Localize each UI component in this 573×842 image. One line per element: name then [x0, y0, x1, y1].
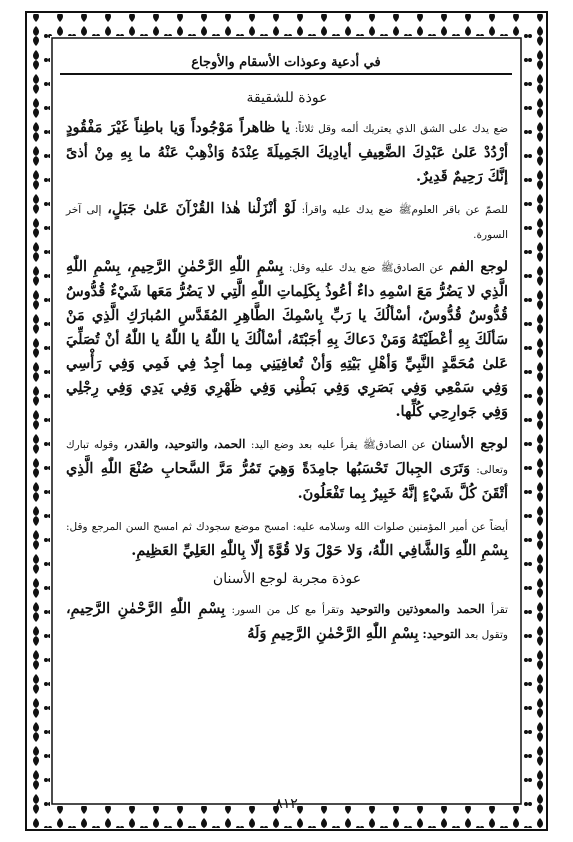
paragraph-deafness: [66, 197, 508, 247]
instruction-text: ضع يدك عليه وقل:: [288, 262, 376, 274]
main-content: [66, 84, 508, 655]
running-title: في أدعية وعوذات الأسقام والأوجاع: [191, 55, 381, 70]
instruction-text: يقرأ عليه بعد وضع اليد:: [250, 439, 358, 451]
header-rule: [60, 73, 512, 75]
dua-text: يا ظاهراً مَوْجُوداً وَيا باطِناً غَيْرَ مَفْقُودٍ أرْدُدْ عَلىٰ عَبْدِكَ الضَّعِيفِ أيادِيكَ الجَمِيلَةَ عِنْدَهُ وَاذْهِبْ عَنْهُ ما بِهِ مِنْ أذىً إنَّكَ رَحِيمٌ قَدِيرٌ.: [66, 119, 508, 185]
paragraph-tested-charm: [66, 597, 508, 647]
honorific-symbol: ﷺ: [398, 204, 412, 216]
paragraph-mouth-pain: [66, 255, 508, 424]
instruction-text: عن الصادق: [393, 262, 444, 274]
dua-text: بِسْمِ اللّٰهِ وَالشَّافِي اللّٰهُ، وَلا حَوْلَ وَلا قُوَّةَ إلّا بِاللّٰهِ العَلِيِّ العَظِيمِ.: [131, 542, 508, 559]
section-title-toothache: عوذة مجربة لوجع الأسنان: [212, 571, 362, 587]
dua-text: لَوْ أنْزَلْنا هٰذا القُرْآنَ عَلىٰ جَبَلٍ،: [107, 200, 296, 217]
instruction-text: ضع يدك على الشق الذي يعتريك ألمه وقل ثلاثاً:: [294, 123, 508, 135]
surah-name: التوحيد:: [422, 627, 461, 641]
dua-text: بِسْمِ اللّٰهِ الرَّحْمٰنِ الرَّحِيمِ، بِسْمِ اللّٰهِ الَّذِي لا يَضُرُّ مَعَ اسْمِهِ داءٌ أعُوذُ بِكَلِماتِ اللّٰهِ الَّتِي لا يَضُرُّ مَعَها شَيْءٌ قُدُّوسٌ قُدُّوسٌ قُدُّوسٌ، أسْألُكَ يا رَبِّ بِاسْمِكَ الطَّاهِرِ المُقَدَّسِ المُبارَكِ الَّذِي مَنْ سَألَكَ بِهِ أعْطَيْتَهُ وَمَنْ دَعاكَ بِهِ أجَبْتَهُ، أسْألُكَ يا اللّٰهُ يا اللّٰهُ يا اللّٰهُ أنْ تُصَلِّيَ عَلىٰ مُحَمَّدٍ النَّبِيِّ وَأهْلِ بَيْتِهِ وَأنْ تُعافِيَنِي مِما أجِدُ فِي فَمِي وَفِي رَأْسِي وَفِي سَمْعِي وَفِي بَصَرِي وَفِي بَطْنِي وَفِي ظَهْرِي وَفِي يَدِي وَفِي رِجْلِي وَفِي جَوارِحِي كُلِّها.: [66, 258, 508, 420]
instruction-text: عن الصادق: [375, 439, 427, 451]
dua-text: بِسْمِ اللّٰهِ الرَّحْمٰنِ الرَّحِيمِ وَلَهُ: [247, 625, 419, 642]
subheading: لوجع الفم: [449, 259, 508, 275]
instruction-text: إلى آخر السورة.: [66, 204, 508, 241]
paragraph-toothache: [66, 432, 508, 506]
instruction-text: وتقرأ مع كل من السور:: [231, 604, 345, 616]
dua-text: بِسْمِ اللّٰهِ الرَّحْمٰنِ الرَّحِيمِ،: [66, 600, 226, 617]
instruction-text: للصمّ عن باقر العلوم: [411, 204, 508, 216]
instruction-text: أيضاً عن أمير المؤمنين صلوات الله وسلامه عليه: امسح موضع سجودك ثم امسح السن المرجع وقل:: [66, 521, 508, 533]
paragraph-migraine: [66, 116, 508, 189]
instruction-text: ضع يدك عليه واقرأ:: [301, 204, 393, 216]
section-title-migraine: عوذة للشقيقة: [246, 90, 328, 106]
surah-name: الحمد والمعوذتين والتوحيد: [350, 602, 485, 616]
page-number: ٨١٢: [275, 796, 298, 812]
instruction-text: وتقول بعد: [464, 629, 508, 641]
paragraph-tooth-rub: [66, 514, 508, 563]
instruction-text: وقوله تبارك وتعالى:: [66, 439, 508, 476]
instruction-text: تقرأ: [491, 604, 508, 616]
dua-text: وَتَرَى الجِبالَ تَحْسَبُها جامِدَةً وَهِيَ تَمُرُّ مَرَّ السَّحابِ صُنْعَ اللّٰهِ الَّذِي أتْقَنَ كُلَّ شَيْءٍ إنَّهُ خَبِيرٌ بِما تَفْعَلُونَ.: [66, 460, 508, 502]
honorific-symbol: ﷺ: [380, 262, 394, 274]
honorific-symbol: ﷺ: [362, 439, 376, 451]
surah-name: والتوحيد، والقدر،: [123, 437, 209, 451]
subheading: لوجع الأسنان: [431, 436, 508, 452]
surah-name: الحمد،: [213, 437, 246, 451]
